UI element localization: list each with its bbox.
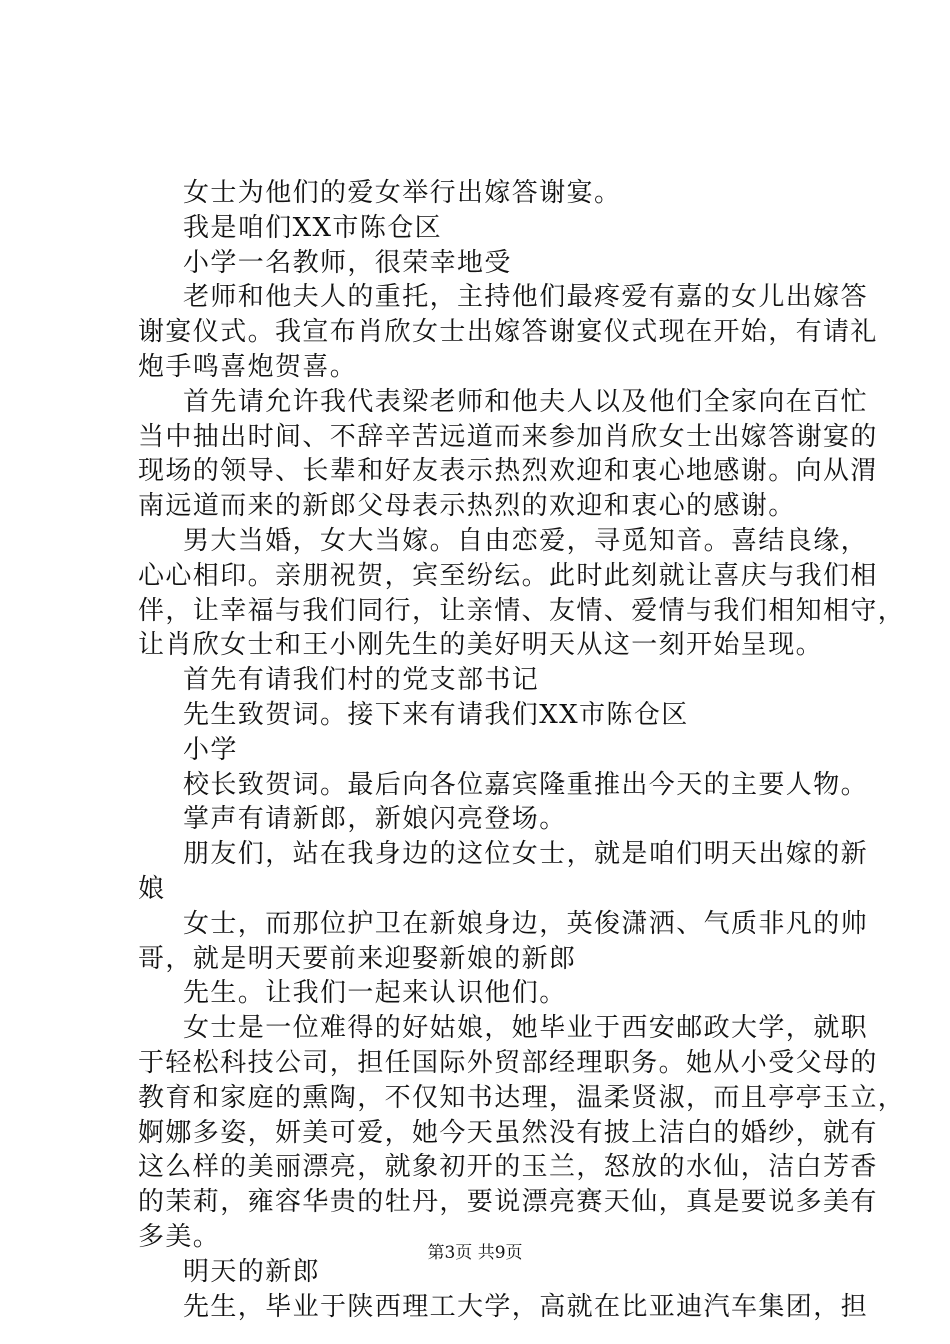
text-line: 先生致贺词。接下来有请我们XX市陈仓区 [183,699,689,730]
text-line: 心心相印。亲朋祝贺，宾至纷纭。此时此刻就让喜庆与我们相 [138,560,878,591]
text-line: 女士为他们的爱女举行出嫁答谢宴。 [183,178,622,208]
text-line: 于轻松科技公司，担任国际外贸部经理职务。她从小受父母的 [138,1047,878,1078]
text-line: 哥，就是明天要前来迎娶新娘的新郎 [138,943,577,974]
text-line: 先生，毕业于陕西理工大学，高就在比亚迪汽车集团，担 [183,1291,869,1322]
page-footer: 第3页 共9页 [427,1243,523,1263]
text-line: 炮手鸣喜炮贺喜。 [138,351,358,382]
text-line: 男大当婚，女大当嫁。自由恋爱，寻觅知音。喜结良缘， [183,525,869,556]
text-line: 让肖欣女士和王小刚先生的美好明天从这一刻开始呈现。 [138,630,824,661]
text-line: 我是咱们XX市陈仓区 [183,212,443,243]
text-line: 娘 [138,873,166,904]
text-line: 多美。 [138,1221,221,1252]
text-line: 老师和他夫人的重托，主持他们最疼爱有嘉的女儿出嫁答 [183,282,869,313]
text-line: 校长致贺词。最后向各位嘉宾隆重推出今天的主要人物。 [183,769,869,800]
text-line: 女士，而那位护卫在新娘身边，英俊潇洒、气质非凡的帅 [183,908,869,939]
text-line: 谢宴仪式。我宣布肖欣女士出嫁答谢宴仪式现在开始，有请礼 [138,317,878,348]
text-line: 伴，让幸福与我们同行，让亲情、友情、爱情与我们相知相守， [138,595,906,626]
text-line: 掌声有请新郎，新娘闪亮登场。 [183,804,567,835]
text-line: 先生。让我们一起来认识他们。 [183,978,567,1009]
text-line: 婀娜多姿，妍美可爱，她今天虽然没有披上洁白的婚纱，就有 [138,1117,878,1148]
text-line: 朋友们，站在我身边的这位女士，就是咱们明天出嫁的新 [183,839,869,870]
text-line: 当中抽出时间、不辞辛苦远道而来参加肖欣女士出嫁答谢宴的 [138,421,878,452]
document-body [138,176,906,1324]
text-line: 女士是一位难得的好姑娘，她毕业于西安邮政大学，就职 [183,1013,869,1044]
text-line: 首先有请我们村的党支部书记 [183,665,540,696]
text-line: 小学一名教师，很荣幸地受 [183,247,512,278]
text-line: 首先请允许我代表梁老师和他夫人以及他们全家向在百忙 [183,386,869,417]
text-line: 这么样的美丽漂亮，就象初开的玉兰，怒放的水仙，洁白芳香 [138,1152,878,1183]
text-line: 小学 [183,734,238,765]
text-line: 南远道而来的新郎父母表示热烈的欢迎和衷心的感谢。 [138,491,796,522]
text-line: 的茉莉，雍容华贵的牡丹，要说漂亮赛天仙，真是要说多美有 [138,1187,878,1218]
text-line: 教育和家庭的熏陶，不仅知书达理，温柔贤淑，而且亭亭玉立， [138,1082,906,1113]
text-line: 现场的领导、长辈和好友表示热烈欢迎和衷心地感谢。向从渭 [138,456,878,487]
text-line: 明天的新郎 [183,1256,321,1287]
